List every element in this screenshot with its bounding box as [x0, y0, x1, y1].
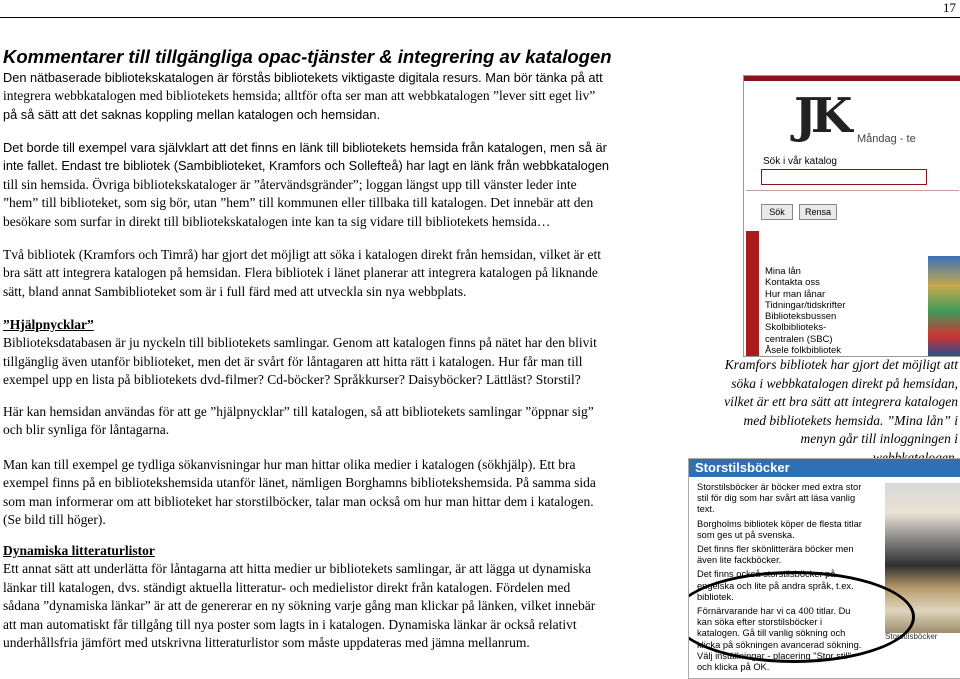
section-heading: Kommentarer till tillgängliga opac-tjänster & integrering av katalogen	[3, 46, 612, 67]
text-line: Förnärvarande har vi ca 400 titlar. Du	[697, 606, 851, 617]
storstil-paragraph	[697, 544, 887, 566]
menu-item[interactable]: Åsele folkbibliotek	[765, 345, 842, 357]
page-number: 17	[943, 0, 956, 15]
text-line: Det finns också storstilsböcker på	[697, 569, 836, 580]
divider	[746, 190, 959, 191]
text-line: tillgänglig även utanför biblioteket, men det är svårt för låntagaren att hitta rätt i katalogen. Hur får man till	[3, 353, 583, 369]
caption-line: vilket är ett bra sätt att integrera katalogen	[724, 394, 958, 410]
menu-item[interactable]: centralen (SBC)	[765, 333, 833, 345]
book-cover-image	[928, 256, 960, 356]
text-line: sätt, bland annat Sambiblioteket som är i full färd med att utveckla sin nya webbplats.	[3, 283, 467, 299]
search-input[interactable]	[761, 169, 927, 185]
text-line: Det finns fler skönlitterära böcker men	[697, 544, 854, 555]
books-image-caption: Storstilsböcker	[885, 632, 938, 641]
text-line: till sin hemsida. Övriga bibliotekskataloger är ”återvändsgränder”; loggan längst upp till vänster leder inte	[3, 176, 577, 192]
menu-item[interactable]: Hur man lånar	[765, 288, 826, 300]
text-line: inte fallet. Endast tre bibliotek (Sambiblioteket, Kramfors och Sollefteå) har lagt en länk från webbkatalogen	[3, 158, 610, 174]
menu-item[interactable]: Biblioteksbussen	[765, 311, 837, 323]
text-line: besökare som surfar in direkt till bibliotekskatalogen inte kan ta sig vidare till bibliotekets hemsida…	[3, 213, 551, 229]
text-line: Välj inställningar - placering "Stor stil"	[697, 650, 851, 661]
menu-item[interactable]: Skolbiblioteks-	[765, 322, 827, 334]
search-button[interactable]: Sök	[761, 204, 793, 220]
borgholm-screenshot	[688, 458, 960, 679]
paragraph-intro	[3, 69, 668, 124]
paragraph-links	[3, 139, 668, 231]
text-line: Ett annat sätt att underlätta för låntagarna att hitta medier ur bibliotekets samlingar, är att lägga ut dynamiska	[3, 561, 592, 577]
text-line: Storstilsböcker är böcker med extra stor	[697, 482, 862, 492]
sidebar-menu	[765, 266, 845, 357]
kramfors-header-bar	[744, 76, 960, 81]
search-label: Sök i vår katalog	[763, 156, 837, 167]
storstil-paragraph	[697, 519, 887, 541]
paragraph-search-help	[3, 456, 668, 530]
text-line: kan söka efter storstilsböcker i	[697, 617, 823, 628]
text-line: Man kan till exempel ge tydliga sökanvisningar hur man hittar olika medier i katalogen (sökhjälp). Ett bra	[3, 457, 576, 472]
caption-line: menyn går till inloggningen i	[800, 431, 958, 447]
subheading-dynamic-lists: Dynamiska litteraturlistor	[3, 543, 155, 558]
text-line: som man informerar om att biblioteket har storstilböcker, talar man också om hur man hittar dem i katalogen.	[3, 493, 594, 509]
text-line: exempel upp en lista på bibliotekets dvd-filmer? Cd-böcker? Språkkurser? Daisyböcker? Lättläst? Storstil?	[3, 372, 581, 388]
paragraph-dynamic-lists	[3, 542, 668, 652]
text-line: Borgholms bibliotek köper de flesta titlar	[697, 518, 862, 529]
text-line: (Se bild till höger).	[3, 512, 106, 528]
text-line: på så sätt att det saknas koppling mellan katalogen och hemsidan.	[3, 106, 381, 122]
text-line: sådana ”dynamiska länkar” är att de genererar en ny sökning varje gång man klickar på länken, vilket innebär	[3, 598, 596, 614]
text-line: bra sätt att integrera katalogen på hemsidan. Flera bibliotek i länet planerar att integrera katalogen på liknande	[3, 265, 598, 281]
menu-item-mina-lan[interactable]: Mina lån	[765, 266, 801, 277]
text-line: Biblioteksdatabasen är ju nyckeln till bibliotekets samlingar. Genom att katalogen finns på nätet har den blivit	[3, 335, 597, 351]
text-line: text.	[697, 504, 715, 515]
sidebar-stripe	[746, 231, 759, 356]
text-line: katalogen. Gå till vanlig sökning och	[697, 628, 846, 639]
storstil-paragraph	[697, 482, 887, 516]
storstil-title: Storstilsböcker	[695, 460, 790, 475]
caption-line: söka i webbkatalogen direkt på hemsidan,	[731, 375, 958, 391]
paragraph-search-integration	[3, 246, 668, 301]
text-line: bibliotek.	[697, 591, 734, 602]
text-line: länkar till katalogen, dvs. ständigt aktuella litteratur- och medielistor direkt från katalogen. Fördelen med	[3, 579, 571, 595]
paragraph-help-keys	[3, 316, 668, 390]
text-line: Det borde till exempel vara självklart att det finns en länk till bibliotekets hemsida från katalogen, men så är	[3, 140, 607, 155]
kramfors-logo[interactable]: JK	[794, 88, 847, 144]
text-line: även lite fackböcker.	[697, 555, 782, 566]
menu-item[interactable]: Tidningar/tidskrifter	[765, 299, 846, 311]
text-line: och klicka på OK.	[697, 662, 770, 673]
date-label: Måndag - te	[857, 133, 916, 145]
text-line: exempel finns på en bibliotekshemsida utanför länet, nämligen Borghamns bibliotekshemsida. På samma sida	[3, 475, 596, 491]
text-line: engelska och lite på andra språk, t.ex.	[697, 580, 854, 591]
image-caption	[696, 356, 958, 468]
paragraph-homepage-keys	[3, 403, 668, 440]
text-line: Här kan hemsidan användas för att ge ”hjälpnycklar” till katalogen, så att bibliotekets samlingar ”öppnar sig”	[3, 404, 594, 419]
clear-button[interactable]: Rensa	[799, 204, 837, 220]
menu-item[interactable]: Kontakta oss	[765, 277, 820, 289]
top-rule	[0, 17, 960, 18]
text-line: Den nätbaserade bibliotekskatalogen är förstås bibliotekets viktigaste digitala resurs. Man bör tänka på att	[3, 70, 603, 85]
subheading-help-keys: ”Hjälpnycklar”	[3, 317, 94, 332]
text-line: ”hem” till biblioteket, som sig bör, utan ”hem” till kommunen eller tillbaka till katalogen. Det innebär att den	[3, 195, 594, 211]
text-line: Två bibliotek (Kramfors och Timrå) har gjort det möjligt att söka i katalogen direkt från hemsidan, vilket är ett	[3, 247, 601, 262]
text-line: underhållsfria jämfört med utskrivna litteraturlistor som måste uppdateras med jämna mellanrum.	[3, 635, 530, 651]
text-line: integrera webbkatalogen med bibliotekets hemsida; alltför ofta ser man att webbkatalogen ”lever sitt eget liv”	[3, 88, 596, 104]
text-line: klicka på sökningen avancerad sökning.	[697, 639, 862, 650]
text-line: och blir synliga för låntagarna.	[3, 422, 170, 438]
caption-line: med bibliotekets hemsida. ”Mina lån” i	[743, 412, 958, 428]
text-line: att man automatiskt får tillgång till nya poster som lagts in i katalogen. Dynamiska länkar är också relativt	[3, 616, 577, 632]
text-line: som ges ut på svenska.	[697, 529, 795, 540]
text-line: stil för dig som har svårt att läsa vanlig	[697, 493, 856, 504]
caption-line: Kramfors bibliotek har gjort det möjligt att	[724, 357, 958, 372]
kramfors-screenshot	[743, 75, 960, 357]
